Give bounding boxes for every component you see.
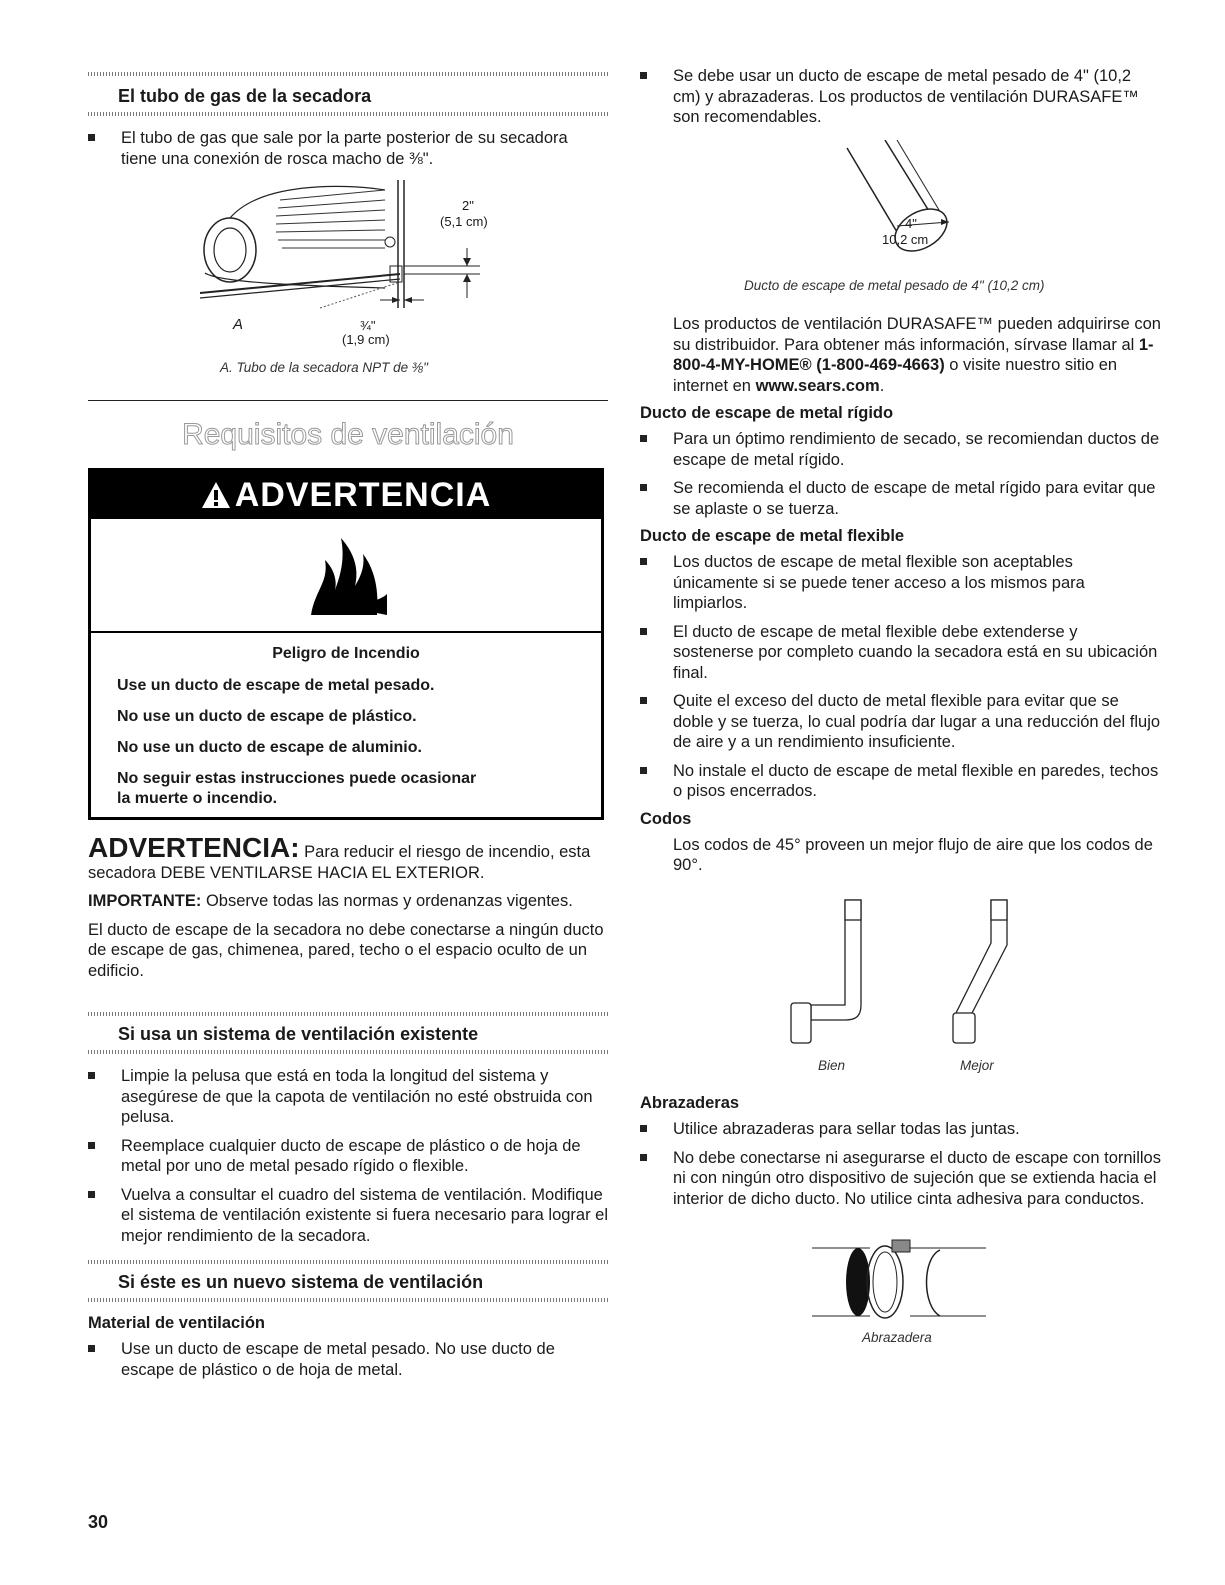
subheading-flexible: Ducto de escape de metal flexible xyxy=(640,527,905,545)
hazard-label: Peligro de Incendio xyxy=(272,645,420,662)
warning-line: No use un ducto de escape de aluminio. xyxy=(117,739,422,756)
rigid-bullet: Para un óptimo rendimiento de secado, se recomiendan ductos de escape de metal rígido. xyxy=(640,429,1162,470)
rule-dotted xyxy=(88,1012,608,1016)
heading-existing: Si usa un sistema de ventilación existente xyxy=(118,1024,479,1044)
warning-title: ADVERTENCIA xyxy=(234,475,492,514)
rule-dotted xyxy=(88,72,608,76)
warning-line: Use un ducto de escape de metal pesado. xyxy=(117,677,435,694)
phone-number: 1-800-4-MY-HOME® (1-800-469-4663) xyxy=(673,335,1154,374)
elbows-illustration xyxy=(785,895,1025,1050)
heading-gas-pipe: El tubo de gas de la secadora xyxy=(118,86,372,106)
dim-51cm: (5,1 cm) xyxy=(440,214,488,229)
existing-bullet: Vuelva a consultar el cuadro del sistema de ventilación. Modifique el sistema de ventilación existente si fuera necesario para lograr el mejor rendimiento de la secadora. xyxy=(88,1185,608,1247)
gas-pipe-caption: A. Tubo de la secadora NPT de ⅜" xyxy=(220,360,428,375)
clamp-caption: Abrazadera xyxy=(862,1330,932,1345)
subheading-clamps: Abrazaderas xyxy=(640,1094,740,1112)
flexible-bullet: El ducto de escape de metal flexible debe extenderse y sostenerse por completo cuando la secadora está en su ubicación final. xyxy=(640,622,1162,684)
warning-box xyxy=(88,468,604,820)
dim-2in: 2" xyxy=(462,198,474,213)
subheading-rigid: Ducto de escape de metal rígido xyxy=(640,404,894,422)
durasafe-text-mid: o visite nuestro sitio en internet en xyxy=(673,356,1118,395)
warning-triangle-icon xyxy=(201,481,231,509)
clamps-bullet: No debe conectarse ni asegurarse el ducto de escape con tornillos ni con ningún otro dispositivo de sujeción que se extienda hacia el interior de dicho ducto. No utilice cinta adhesiva para conductos. xyxy=(640,1148,1162,1210)
subheading-codos: Codos xyxy=(640,809,692,828)
durasafe-text-end: . xyxy=(879,376,885,395)
codos-text: Los codos de 45° proveen un mejor flujo de aire que los codos de 90°. xyxy=(673,835,1153,874)
label-better: Mejor xyxy=(960,1058,994,1073)
rule-dotted xyxy=(88,1260,608,1264)
existing-bullet: Reemplace cualquier ducto de escape de plástico o de hoja de metal por uno de metal pesado rígido o flexible. xyxy=(88,1136,608,1177)
fire-symbol-area xyxy=(91,519,601,633)
label-a: A xyxy=(233,316,244,333)
website-link[interactable]: www.sears.com xyxy=(755,376,880,395)
duct-dim-in: 4" xyxy=(905,216,917,231)
flexible-bullet: Quite el exceso del ducto de metal flexible para evitar que se doble y se tuerza, lo cual podría dar lugar a una reducción del flujo de aire y a un rendimiento insuficiente. xyxy=(640,691,1162,753)
rule-dotted xyxy=(88,1298,608,1302)
existing-bullet: Limpie la pelusa que está en toda la longitud del sistema y asegúrese de que la capota de ventilación no esté obstruida con pelusa. xyxy=(88,1066,608,1128)
heading-new-system: Si éste es un nuevo sistema de ventilación xyxy=(118,1272,484,1292)
advertencia-text: Para reducir el riesgo de incendio, esta secadora DEBE VENTILARSE HACIA EL EXTERIOR. xyxy=(88,843,591,882)
advertencia-label: ADVERTENCIA: xyxy=(88,832,300,863)
dim-34in: ¾" xyxy=(360,318,376,333)
duct-caption: Ducto de escape de metal pesado de 4" (10,2 cm) xyxy=(744,278,1045,293)
flexible-bullet: Los ductos de escape de metal flexible son aceptables únicamente si se puede tener acceso a los mismos para limpiarlos. xyxy=(640,552,1162,614)
fire-icon xyxy=(301,530,391,620)
section-title: Requisitos de ventilación xyxy=(182,418,514,451)
durasafe-text: Los productos de ventilación DURASAFE™ pueden adquirirse con su distribuidor. Para obtener más información, sírvase llamar al xyxy=(673,315,1161,354)
subheading-material: Material de ventilación xyxy=(88,1314,265,1332)
rule-dotted xyxy=(88,1050,608,1054)
importante-label: IMPORTANTE: xyxy=(88,892,202,910)
importante-text: Observe todas las normas y ordenanzas vigentes. xyxy=(205,892,573,910)
dim-19cm: (1,9 cm) xyxy=(342,332,390,347)
flexible-bullet: No instale el ducto de escape de metal flexible en paredes, techos o pisos encerrados. xyxy=(640,761,1162,802)
new-system-bullet: Use un ducto de escape de metal pesado. No use ducto de escape de plástico o de hoja de metal. xyxy=(88,1339,608,1380)
warning-line: No seguir estas instrucciones puede ocasionar la muerte o incendio. xyxy=(117,770,477,807)
clamps-bullet: Utilice abrazaderas para sellar todas las juntas. xyxy=(640,1119,1162,1140)
rigid-bullet: Se recomienda el ducto de escape de metal rígido para evitar que se aplaste o se tuerza. xyxy=(640,478,1162,519)
top-bullet: Se debe usar un ducto de escape de metal pesado de 4" (10,2 cm) y abrazaderas. Los productos de ventilación DURASAFE™ son recomendables. xyxy=(640,66,1140,128)
warning-header xyxy=(91,471,601,519)
gas-pipe-bullet: El tubo de gas que sale por la parte posterior de su secadora tiene una conexión de rosca macho de ⅜". xyxy=(88,128,608,169)
label-good: Bien xyxy=(818,1058,846,1073)
divider xyxy=(88,400,608,401)
para-ducto: El ducto de escape de la secadora no debe conectarse a ningún ducto de escape de gas, chimenea, pared, techo o el espacio oculto de un edificio. xyxy=(88,920,604,980)
rule-dotted xyxy=(88,112,608,116)
clamp-illustration xyxy=(810,1236,990,1326)
warning-line: No use un ducto de escape de plástico. xyxy=(117,708,417,725)
duct-dim-cm: 10,2 cm xyxy=(882,232,929,247)
page-number: 30 xyxy=(88,1512,109,1532)
